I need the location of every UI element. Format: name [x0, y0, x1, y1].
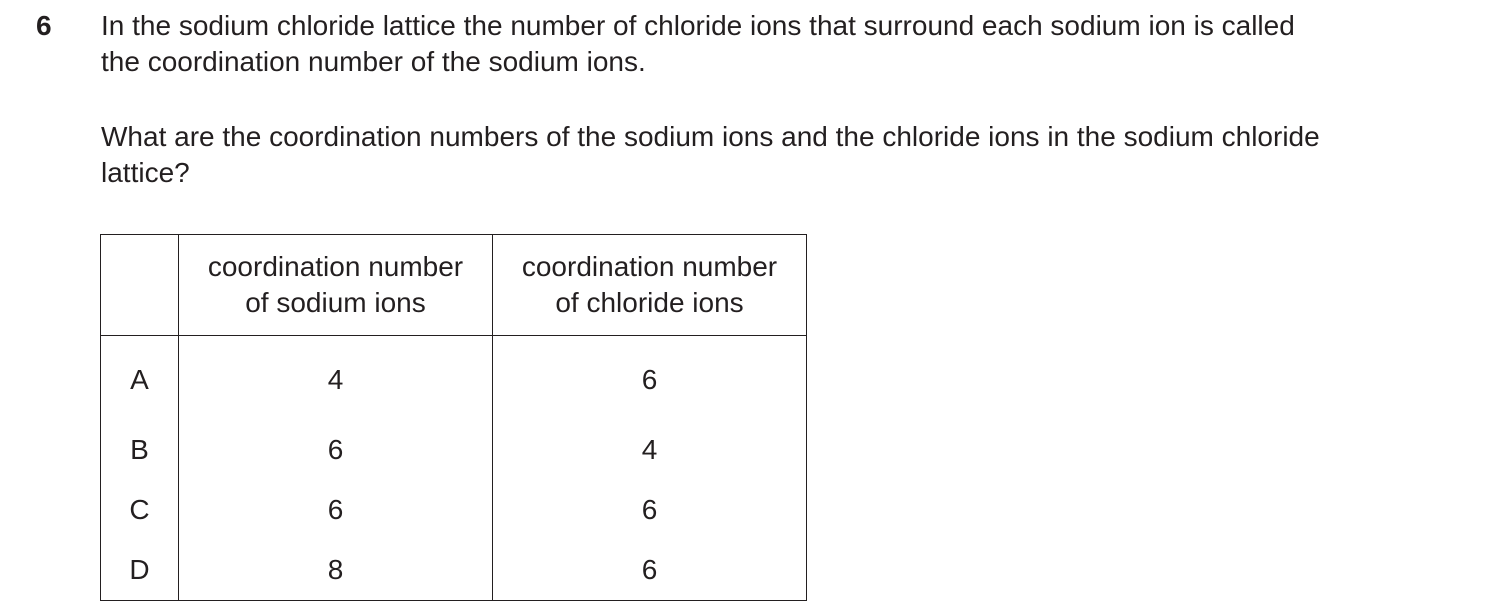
chloride-value: 4: [493, 420, 807, 480]
table-row: [101, 480, 807, 540]
question-paragraph-intro: [101, 8, 1461, 80]
header-line: coordination number: [207, 251, 464, 282]
header-chloride-coordination: [493, 235, 807, 336]
sodium-value: 6: [179, 420, 493, 480]
header-sodium-coordination: [179, 235, 493, 336]
header-line: coordination number: [521, 251, 778, 282]
paragraph-line: In the sodium chloride lattice the number of chloride ions that surround each sodium ion is called: [101, 10, 1295, 41]
header-blank-cell: [101, 235, 179, 336]
option-letter: B: [101, 420, 179, 480]
option-letter: D: [101, 540, 179, 601]
paragraph-line: the coordination number of the sodium ions.: [101, 46, 646, 77]
header-line: of chloride ions: [555, 287, 744, 318]
paragraph-line: What are the coordination numbers of the sodium ions and the chloride ions in the sodium chloride: [101, 121, 1320, 152]
option-letter: C: [101, 480, 179, 540]
question-paragraph-prompt: [101, 119, 1461, 191]
sodium-value: 4: [179, 336, 493, 421]
sodium-value: 8: [179, 540, 493, 601]
paragraph-line: lattice?: [101, 157, 190, 188]
table-header-row: [101, 235, 807, 336]
question-number: 6: [36, 10, 52, 41]
header-line: of sodium ions: [245, 287, 426, 318]
sodium-value: 6: [179, 480, 493, 540]
chloride-value: 6: [493, 480, 807, 540]
chloride-value: 6: [493, 336, 807, 421]
table-row: [101, 540, 807, 601]
answer-options-table: [100, 234, 807, 601]
chloride-value: 6: [493, 540, 807, 601]
option-letter: A: [101, 336, 179, 421]
table-row: [101, 336, 807, 421]
table-row: [101, 420, 807, 480]
